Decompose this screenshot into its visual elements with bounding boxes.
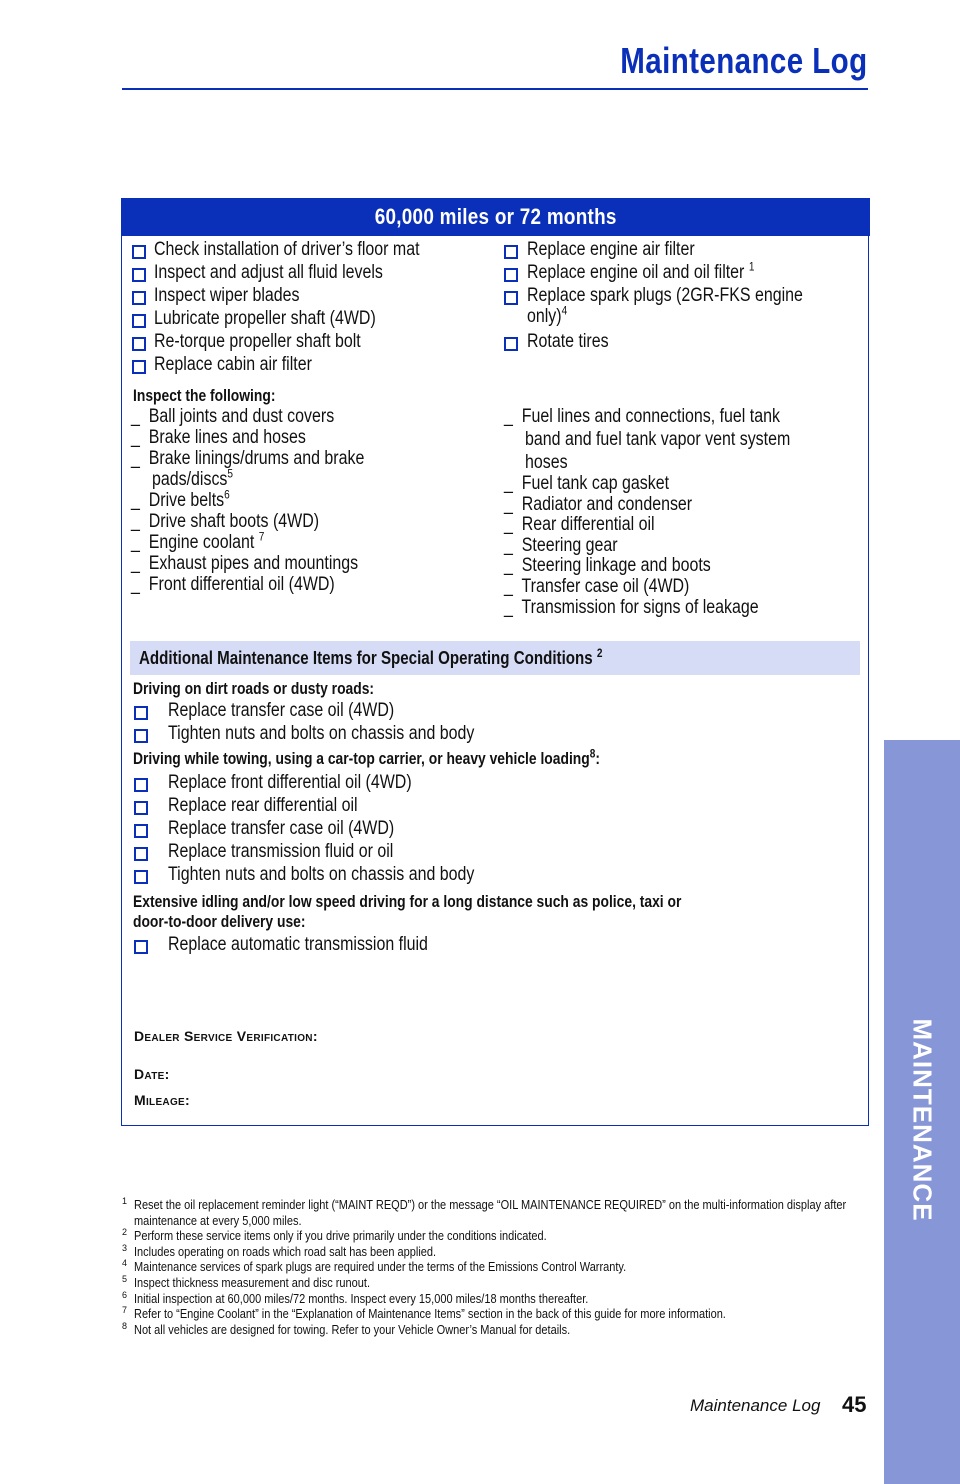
interval-banner (122, 198, 870, 236)
checkbox-shaft-bolt[interactable] (132, 337, 146, 351)
inspect-item: _ Rear differential oil (504, 514, 655, 535)
checkbox-cabin-filter[interactable] (132, 360, 146, 374)
check-item: Inspect wiper blades (154, 285, 300, 306)
page-number: 45 (842, 1392, 867, 1417)
inspect-item: _ Brake linings/drums and brake (131, 448, 365, 469)
checkbox-towing-front-diff[interactable] (134, 778, 148, 792)
checkbox-towing-tighten-nuts[interactable] (134, 870, 148, 884)
dirt-roads-heading: Driving on dirt roads or dusty roads: (133, 680, 375, 698)
checkbox-towing-transfer-case[interactable] (134, 824, 148, 838)
special-item: Replace transfer case oil (4WD) (168, 700, 395, 721)
check-item-continued: only)$^4$ (527, 303, 568, 327)
inspect-item: _ Brake lines and hoses (131, 427, 306, 448)
inspect-item-continued: band and fuel tank vapor vent system (525, 429, 791, 450)
check-item: Replace engine oil and oil filter $^1$ (527, 259, 755, 283)
check-item: Re-torque propeller shaft bolt (154, 331, 361, 352)
section-side-tab-label: MAINTENANCE (907, 1018, 938, 1222)
page-title: Maintenance Log (620, 40, 868, 81)
inspect-item: _ Drive belts$^6$ (131, 487, 230, 511)
inspect-item: _ Front differential oil (4WD) (131, 574, 335, 595)
inspect-heading: Inspect the following: (133, 387, 276, 405)
checkbox-towing-rear-diff[interactable] (134, 801, 148, 815)
special-item: Replace automatic transmission fluid (168, 934, 428, 955)
idling-heading-continued: door-to-door delivery use: (133, 913, 306, 931)
footnote: 5 Inspect thickness measurement and disc runout. (122, 1273, 371, 1290)
checkbox-towing-transmission[interactable] (134, 847, 148, 861)
checkbox-wiper-blades[interactable] (132, 291, 146, 305)
title-rule (122, 88, 868, 90)
footnotes (122, 1198, 868, 1338)
check-item: Replace spark plugs (2GR-FKS engine (527, 285, 803, 306)
mileage-label: MILEAGE: (134, 1092, 190, 1108)
footer-section-label: Maintenance Log (690, 1396, 821, 1415)
footnote: 1 Reset the oil replacement reminder light (“MAINT REQD”) or the message “OIL MAINTENANCE REQUIRED” on the multi-information display after maintenance at every 5,000 miles. (122, 1196, 847, 1228)
special-item: Replace front differential oil (4WD) (168, 772, 412, 793)
check-item: Replace engine air filter (527, 239, 695, 260)
dealer-verification-label: DEALER SERVICE VERIFICATION: (134, 1028, 318, 1044)
inspect-item: _ Ball joints and dust covers (131, 406, 335, 427)
towing-heading: Driving while towing, using a car-top carrier, or heavy vehicle loading$^8$: (133, 746, 600, 768)
inspect-item: _ Radiator and condenser (504, 494, 693, 515)
footnote: 6 Initial inspection at 60,000 miles/72 months. Inspect every 15,000 miles/18 months thereafter. (122, 1289, 589, 1306)
checkbox-engine-oil[interactable] (504, 268, 518, 282)
check-item: Replace cabin air filter (154, 354, 312, 375)
inspect-item: _ Steering linkage and boots (504, 555, 711, 576)
checkbox-idling-atf[interactable] (134, 940, 148, 954)
inspect-item: _ Steering gear (504, 535, 618, 556)
interval-title: 60,000 miles or 72 months (374, 204, 618, 229)
special-item: Tighten nuts and bolts on chassis and body (168, 864, 475, 885)
special-item: Replace transmission fluid or oil (168, 841, 394, 862)
special-item: Tighten nuts and bolts on chassis and body (168, 723, 475, 744)
check-item: Rotate tires (527, 331, 609, 352)
inspect-item-continued: hoses (525, 452, 568, 473)
inspect-item: _ Drive shaft boots (4WD) (131, 511, 320, 532)
idling-heading: Extensive idling and/or low speed driving for a long distance such as police, taxi or (133, 893, 682, 911)
checkbox-dirt-tighten-nuts[interactable] (134, 729, 148, 743)
checkbox-fluid-levels[interactable] (132, 268, 146, 282)
checkbox-dirt-transfer-case[interactable] (134, 706, 148, 720)
footnote: 8 Not all vehicles are designed for towing. Refer to your Vehicle Owner’s Manual for details. (122, 1320, 571, 1337)
checkbox-spark-plugs[interactable] (504, 291, 518, 305)
footnote: 4 Maintenance services of spark plugs are required under the terms of the Emissions Control Warranty. (122, 1258, 627, 1275)
inspect-item: _ Transfer case oil (4WD) (504, 576, 690, 597)
checkbox-floor-mat[interactable] (132, 245, 146, 259)
inspect-item: _ Fuel tank cap gasket (504, 473, 670, 494)
special-conditions-title: Additional Maintenance Items for Special Operating Conditions $^2$ (139, 646, 603, 668)
checkbox-propeller-shaft[interactable] (132, 314, 146, 328)
check-item: Inspect and adjust all fluid levels (154, 262, 383, 283)
inspect-item: _ Transmission for signs of leakage (504, 597, 759, 618)
footnote: 3 Includes operating on roads which road salt has been applied. (122, 1242, 437, 1259)
check-item: Lubricate propeller shaft (4WD) (154, 308, 376, 329)
special-item: Replace transfer case oil (4WD) (168, 818, 395, 839)
date-label: DATE: (134, 1066, 170, 1082)
inspect-item-continued: pads/discs$^5$ (152, 466, 234, 490)
checkbox-rotate-tires[interactable] (504, 337, 518, 351)
check-item: Check installation of driver’s floor mat (154, 239, 420, 260)
inspect-item: _ Exhaust pipes and mountings (131, 553, 359, 574)
inspect-item: _ Engine coolant $^7$ (131, 529, 265, 553)
footnote: 7 Refer to “Engine Coolant” in the “Explanation of Maintenance Items” section in the back of this guide for more information. (122, 1305, 726, 1322)
footnote: 2 Perform these service items only if you drive primarily under the conditions indicated. (122, 1227, 547, 1244)
checkbox-engine-air-filter[interactable] (504, 245, 518, 259)
inspect-item: _ Fuel lines and connections, fuel tank (504, 406, 780, 427)
maintenance-log-box (121, 198, 869, 1126)
special-item: Replace rear differential oil (168, 795, 358, 816)
